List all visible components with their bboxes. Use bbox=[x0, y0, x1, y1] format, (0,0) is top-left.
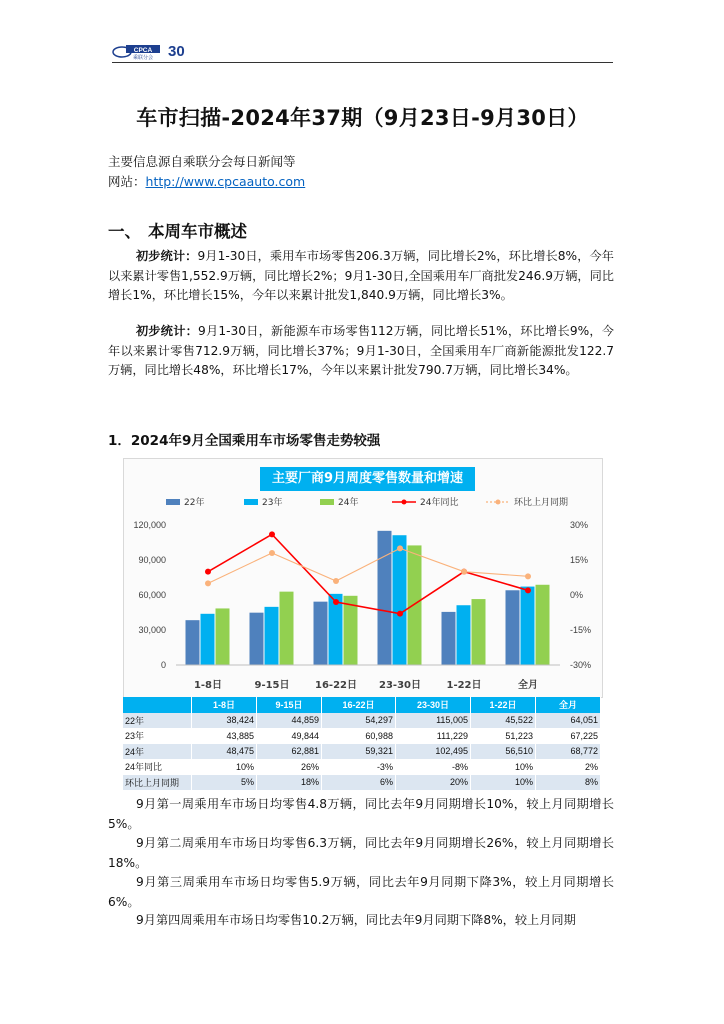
bar-23年 bbox=[265, 607, 279, 665]
point-24年同比 bbox=[397, 611, 403, 617]
table-header-cell: 16-22日 bbox=[321, 697, 395, 713]
bar-22年 bbox=[506, 590, 520, 665]
meta-block bbox=[108, 152, 305, 192]
header-rule bbox=[112, 62, 613, 63]
subsection-heading: 1．2024年9月全国乘用车市场零售走势较强 bbox=[108, 433, 381, 449]
logo-text: CPCA bbox=[133, 47, 153, 54]
point-环比上月同期 bbox=[333, 578, 339, 584]
y-tick-label: 120,000 bbox=[133, 520, 166, 530]
table-row bbox=[123, 744, 601, 760]
table-row-label: 24年同比 bbox=[123, 759, 192, 775]
point-环比上月同期 bbox=[269, 550, 275, 556]
table-row bbox=[123, 713, 601, 729]
y-tick-label: 0 bbox=[160, 660, 166, 670]
chart-container bbox=[123, 458, 603, 698]
bar-24年 bbox=[536, 585, 550, 665]
table-row bbox=[123, 728, 601, 744]
x-tick-label: 9-15日 bbox=[254, 680, 290, 691]
table-cell: 111,229 bbox=[395, 728, 470, 744]
week3-text: 9月第三周乘用车市场日均零售5.9万辆，同比去年9月同期下降3%，较上月同期增长6%。 bbox=[108, 875, 614, 909]
table-cell: 48,475 bbox=[192, 744, 257, 760]
table-row-label: 环比上月同期 bbox=[123, 775, 192, 791]
table-cell: 44,859 bbox=[256, 713, 321, 729]
table-row-label: 23年 bbox=[123, 728, 192, 744]
section-title: 本周车市概述 bbox=[148, 222, 247, 241]
x-tick-label: 16-22日 bbox=[315, 680, 357, 691]
table-header-row bbox=[123, 697, 601, 713]
table-cell: 60,988 bbox=[321, 728, 395, 744]
y-tick-label: 90,000 bbox=[138, 555, 166, 565]
y2-tick-label: 0% bbox=[570, 590, 584, 600]
bar-22年 bbox=[442, 612, 456, 665]
page-title: 车市扫描-2024年37期（9月23日-9月30日） bbox=[136, 106, 589, 130]
table-header-cell: 1-22日 bbox=[470, 697, 535, 713]
header-logo bbox=[112, 40, 185, 62]
table-cell: 49,844 bbox=[256, 728, 321, 744]
table-header-cell: 全月 bbox=[535, 697, 600, 713]
point-24年同比 bbox=[269, 531, 275, 537]
bar-23年 bbox=[521, 587, 535, 665]
logo-30: 30 bbox=[168, 42, 185, 60]
point-24年同比 bbox=[525, 587, 531, 593]
line-环比上月同期 bbox=[208, 548, 528, 583]
paragraph-nev bbox=[108, 322, 614, 381]
week2-text: 9月第二周乘用车市场日均零售6.3万辆，同比去年9月同期增长26%，较上月同期增长18%。 bbox=[108, 836, 614, 870]
table-header-cell bbox=[123, 697, 192, 713]
point-环比上月同期 bbox=[525, 573, 531, 579]
table-cell: 5% bbox=[192, 775, 257, 791]
para1-lead: 初步统计： bbox=[136, 249, 198, 263]
table-cell: 10% bbox=[470, 775, 535, 791]
point-24年同比 bbox=[333, 599, 339, 605]
table-cell: 2% bbox=[535, 759, 600, 775]
chart-plot bbox=[124, 459, 602, 697]
site-link[interactable]: http://www.cpcaauto.com bbox=[145, 174, 306, 189]
table-cell: 10% bbox=[192, 759, 257, 775]
y2-tick-label: -30% bbox=[570, 660, 592, 670]
table-cell: 18% bbox=[256, 775, 321, 791]
chart-data-table bbox=[123, 697, 601, 790]
table-cell: 43,885 bbox=[192, 728, 257, 744]
table-cell: 67,225 bbox=[535, 728, 600, 744]
y2-tick-label: 15% bbox=[570, 555, 589, 565]
section-heading bbox=[108, 218, 247, 242]
y2-tick-label: -15% bbox=[570, 625, 592, 635]
paragraph-retail bbox=[108, 247, 614, 306]
table-cell: 45,522 bbox=[470, 713, 535, 729]
table-cell: 26% bbox=[256, 759, 321, 775]
table-cell: 10% bbox=[470, 759, 535, 775]
table-cell: 115,005 bbox=[395, 713, 470, 729]
para2-lead: 初步统计： bbox=[136, 324, 199, 338]
cpca-logo-icon bbox=[112, 42, 162, 60]
bar-23年 bbox=[457, 605, 471, 665]
section-number: 一、 bbox=[108, 222, 141, 241]
table-cell: 68,772 bbox=[535, 744, 600, 760]
y-tick-label: 30,000 bbox=[138, 625, 166, 635]
point-环比上月同期 bbox=[205, 580, 211, 586]
chart-title: 主要厂商9月周度零售数量和增速 bbox=[260, 467, 475, 491]
x-tick-label: 1-8日 bbox=[193, 680, 223, 691]
table-header-cell: 1-8日 bbox=[192, 697, 257, 713]
bar-24年 bbox=[408, 545, 422, 665]
x-tick-label: 全月 bbox=[518, 680, 538, 691]
table-cell: 51,223 bbox=[470, 728, 535, 744]
bar-22年 bbox=[186, 620, 200, 665]
legend-label-yoy: 24年同比 bbox=[420, 498, 459, 508]
legend-label-mom: 环比上月同期 bbox=[514, 498, 569, 508]
y-tick-label: 60,000 bbox=[138, 590, 166, 600]
point-24年同比 bbox=[205, 569, 211, 575]
legend-label-24: 24年 bbox=[338, 498, 359, 508]
logo-sub: 乘联分会 bbox=[132, 55, 154, 60]
table-cell: 54,297 bbox=[321, 713, 395, 729]
y2-tick-label: 30% bbox=[570, 520, 589, 530]
site-line bbox=[108, 172, 305, 192]
table-cell: 20% bbox=[395, 775, 470, 791]
table-header-cell: 23-30日 bbox=[395, 697, 470, 713]
table-row bbox=[123, 759, 601, 775]
bar-23年 bbox=[393, 535, 407, 665]
bar-24年 bbox=[472, 599, 486, 665]
week1-text: 9月第一周乘用车市场日均零售4.8万辆，同比去年9月同期增长10%，较上月同期增长5%。 bbox=[108, 797, 614, 831]
site-label: 网站： bbox=[108, 174, 146, 189]
table-cell: 38,424 bbox=[192, 713, 257, 729]
bar-22年 bbox=[314, 602, 328, 665]
table-cell: 6% bbox=[321, 775, 395, 791]
table-row-label: 24年 bbox=[123, 744, 192, 760]
legend-label-22: 22年 bbox=[184, 498, 205, 508]
x-tick-label: 23-30日 bbox=[379, 680, 421, 691]
table-row-label: 22年 bbox=[123, 713, 192, 729]
table-cell: -8% bbox=[395, 759, 470, 775]
table-cell: -3% bbox=[321, 759, 395, 775]
legend-label-23: 23年 bbox=[262, 498, 283, 508]
table-cell: 59,321 bbox=[321, 744, 395, 760]
para1-text: 9月1-30日，乘用车市场零售206.3万辆，同比增长2%，环比增长8%，今年以来累计零售1,552.9万辆，同比增长2%；9月1-30日,全国乘用车厂商批发246.9万辆，同比增长1%，环比增长15%，今年以来累计批发1,840.9万辆，同比增长3%。 bbox=[108, 249, 614, 303]
table-cell: 8% bbox=[535, 775, 600, 791]
x-tick-label: 1-22日 bbox=[446, 680, 482, 691]
table-cell: 102,495 bbox=[395, 744, 470, 760]
bar-22年 bbox=[378, 531, 392, 665]
source-line: 主要信息源自乘联分会每日新闻等 bbox=[108, 154, 296, 169]
table-header-cell: 9-15日 bbox=[256, 697, 321, 713]
bar-23年 bbox=[201, 614, 215, 665]
week4-text: 9月第四周乘用车市场日均零售10.2万辆，同比去年9月同期下降8%，较上月同期 bbox=[136, 913, 576, 927]
point-环比上月同期 bbox=[397, 545, 403, 551]
bar-24年 bbox=[216, 608, 230, 665]
table-cell: 62,881 bbox=[256, 744, 321, 760]
para2-text: 9月1-30日，新能源车市场零售112万辆，同比增长51%，环比增长9%，今年以来累计零售712.9万辆，同比增长37%；9月1-30日，全国乘用车厂商新能源批发122.7万辆，同比增长48%，环比增长17%，今年以来累计批发790.7万辆，同比增长34%。 bbox=[108, 324, 614, 378]
table-cell: 56,510 bbox=[470, 744, 535, 760]
bar-22年 bbox=[250, 613, 264, 665]
point-环比上月同期 bbox=[461, 569, 467, 575]
table-row bbox=[123, 775, 601, 791]
table-cell: 64,051 bbox=[535, 713, 600, 729]
bar-24年 bbox=[280, 592, 294, 665]
